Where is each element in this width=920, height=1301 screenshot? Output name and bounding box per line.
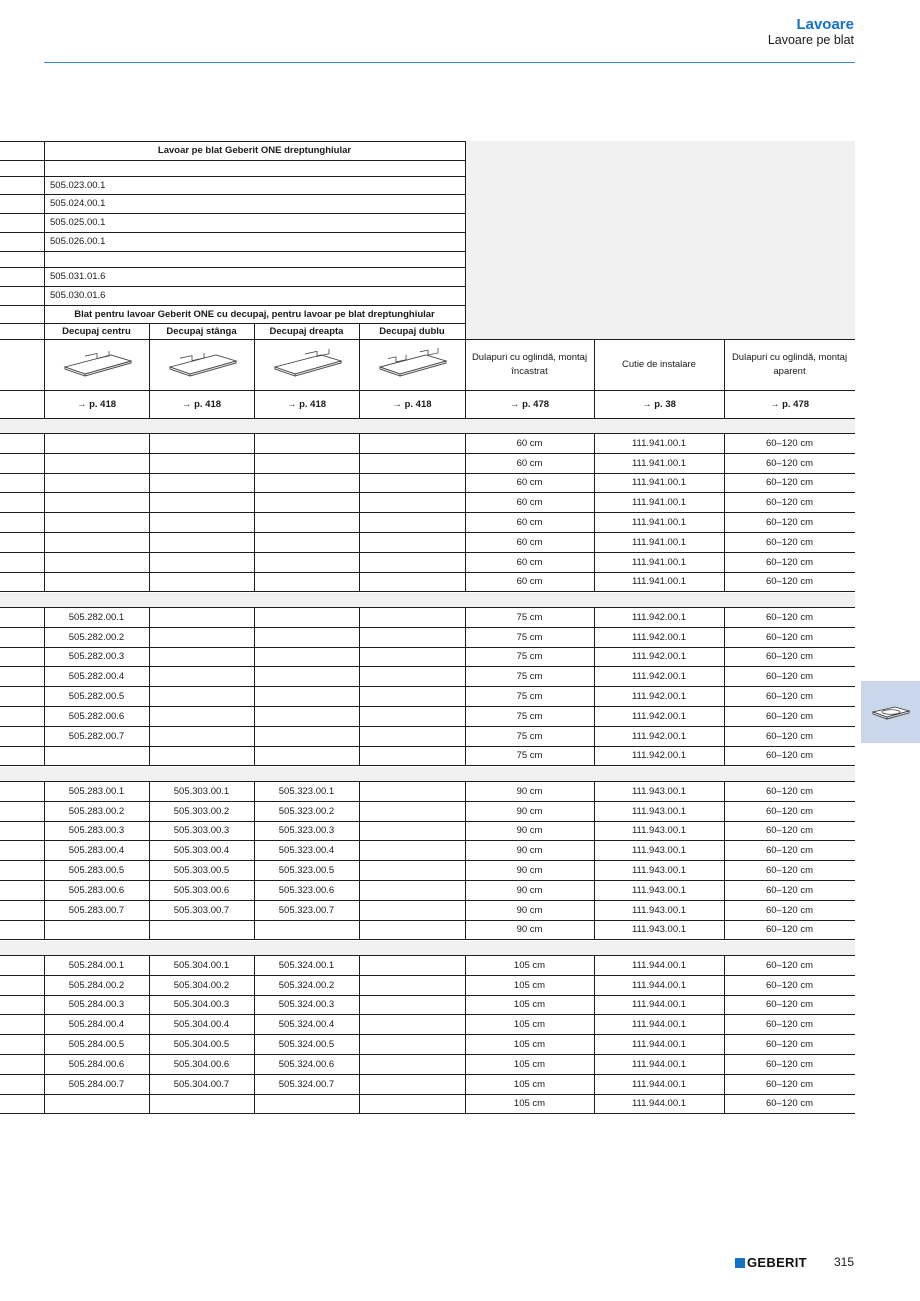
table-cell: 90 cm — [516, 785, 543, 797]
table-cell — [149, 920, 254, 939]
table-cell: 60–120 cm — [765, 999, 813, 1010]
table-cell: 111.943.00.1 — [631, 785, 687, 797]
table-cell — [254, 433, 359, 453]
table-cell: 111.943.00.1 — [631, 844, 687, 856]
countertop-right-cutout-icon — [254, 339, 359, 390]
logo-square-icon — [735, 1258, 745, 1268]
table-cell: 505.283.00.1 — [68, 785, 125, 797]
table-cell: 60 cm — [516, 556, 543, 568]
table-cell: 505.303.00.1 — [173, 785, 230, 797]
accessory-header: Dulapuri cu oglindă, montaj încastrat — [471, 352, 588, 377]
table-cell — [359, 686, 465, 706]
table-cell: 505.282.00.5 — [68, 690, 125, 702]
table-cell: 60–120 cm — [765, 730, 813, 742]
page-reference: → p. 418 — [286, 398, 327, 410]
table-cell: 111.941.00.1 — [631, 536, 687, 548]
table-cell: 90 cm — [516, 924, 543, 935]
table-cell — [254, 607, 359, 627]
section-band — [0, 593, 855, 607]
table-cell: 505.304.00.5 — [173, 1038, 230, 1050]
washbasin-article-number: 505.025.00.1 — [50, 217, 106, 228]
table-cell — [44, 532, 149, 552]
table-cell: 105 cm — [513, 999, 546, 1010]
table-cell: 505.284.00.5 — [68, 1038, 125, 1050]
table-cell: 505.284.00.1 — [68, 959, 125, 971]
table-cell: 90 cm — [516, 825, 543, 836]
table-cell: 505.283.00.3 — [68, 825, 125, 836]
table-cell: 505.303.00.3 — [173, 825, 230, 836]
table-cell: 60–120 cm — [765, 864, 813, 876]
table-cell: 111.943.00.1 — [631, 825, 687, 836]
table-cell: 111.944.00.1 — [631, 959, 687, 971]
table-cell — [44, 473, 149, 492]
table-cell: 111.942.00.1 — [631, 631, 687, 643]
table-cell: 505.282.00.7 — [68, 730, 125, 742]
table-cell: 111.941.00.1 — [631, 477, 687, 488]
table-cell: 60–120 cm — [765, 536, 813, 548]
table-cell — [254, 453, 359, 473]
table-cell — [44, 572, 149, 591]
table-cell — [44, 453, 149, 473]
table-cell — [254, 532, 359, 552]
page-reference: → p. 478 — [769, 398, 810, 410]
table-cell — [359, 975, 465, 995]
table-cell — [254, 666, 359, 686]
table-cell: 111.942.00.1 — [631, 710, 687, 722]
table-cell — [359, 920, 465, 939]
table-cell — [359, 781, 465, 801]
table-cell — [359, 1014, 465, 1034]
header-rule — [44, 62, 855, 63]
table-cell — [149, 473, 254, 492]
table-cell: 505.323.00.2 — [278, 805, 335, 817]
table-cell: 111.942.00.1 — [631, 730, 687, 742]
table-cell — [44, 512, 149, 532]
table-cell — [149, 746, 254, 765]
table-cell: 111.941.00.1 — [631, 496, 687, 508]
table-cell — [359, 880, 465, 900]
table-cell — [149, 726, 254, 746]
table-cell — [359, 1094, 465, 1113]
table-cell — [359, 1054, 465, 1074]
table-cell: 111.941.00.1 — [631, 457, 687, 469]
table-cell: 505.284.00.7 — [68, 1078, 125, 1090]
table-cell: 505.283.00.4 — [68, 844, 125, 856]
table-cell: 111.943.00.1 — [631, 805, 687, 817]
table-cell: 60–120 cm — [765, 884, 813, 896]
cutout-header: Decupaj dreapta — [269, 325, 344, 337]
washbasin-article-number: 505.030.01.6 — [50, 290, 106, 301]
table-cell: 505.282.00.1 — [68, 611, 125, 623]
table-title: Lavoar pe blat Geberit ONE dreptunghiular — [157, 145, 352, 156]
table-rule — [0, 251, 465, 252]
table-cell: 60–120 cm — [765, 785, 813, 797]
page-reference: → p. 418 — [76, 398, 117, 410]
page-reference: → p. 418 — [181, 398, 222, 410]
table-cell: 60 cm — [516, 576, 543, 587]
table-cell: 505.323.00.6 — [278, 884, 335, 896]
table-cell: 505.303.00.4 — [173, 844, 230, 856]
accessory-header: Cutie de instalare — [622, 358, 696, 370]
table-cell — [254, 512, 359, 532]
table-cell: 505.304.00.4 — [173, 1018, 230, 1030]
table-cell — [149, 532, 254, 552]
table-cell: 505.284.00.4 — [68, 1018, 125, 1030]
table-cell — [149, 492, 254, 512]
table-cell — [359, 512, 465, 532]
table-rule — [0, 160, 465, 161]
table-cell: 105 cm — [513, 979, 546, 991]
table-cell: 111.943.00.1 — [631, 864, 687, 876]
table-cell — [44, 1094, 149, 1113]
table-cell — [359, 647, 465, 666]
table-cell — [359, 801, 465, 821]
table-cell: 105 cm — [513, 1038, 546, 1050]
cutout-header: Decupaj stânga — [166, 325, 237, 337]
table-cell: 505.323.00.5 — [278, 864, 335, 876]
table-cell — [149, 607, 254, 627]
table-cell: 60–120 cm — [765, 805, 813, 817]
table-cell — [254, 920, 359, 939]
table-rule — [0, 591, 855, 592]
table-cell: 90 cm — [516, 884, 543, 896]
table-cell: 111.944.00.1 — [631, 999, 687, 1010]
table-cell — [254, 647, 359, 666]
table-cell: 60–120 cm — [765, 710, 813, 722]
table-cell: 111.941.00.1 — [631, 516, 687, 528]
table-cell: 505.282.00.3 — [68, 651, 125, 662]
page-reference: → p. 38 — [642, 398, 676, 410]
table-cell: 60–120 cm — [765, 437, 813, 449]
accessory-header: Dulapuri cu oglindă, montaj aparent — [731, 352, 848, 377]
table-cell — [254, 473, 359, 492]
table-cell: 60 cm — [516, 477, 543, 488]
washbasin-article-number: 505.031.01.6 — [50, 271, 106, 282]
table-cell: 75 cm — [516, 651, 543, 662]
table-cell — [44, 920, 149, 939]
section-band — [0, 941, 855, 955]
table-cell — [149, 453, 254, 473]
table-cell: 60 cm — [516, 457, 543, 469]
table-cell: 505.324.00.6 — [278, 1058, 335, 1070]
table-rule — [0, 1113, 855, 1114]
table-cell: 60–120 cm — [765, 825, 813, 836]
table-cell: 505.323.00.3 — [278, 825, 335, 836]
table-cell — [254, 552, 359, 572]
table-cell — [149, 666, 254, 686]
table-cell: 60–120 cm — [765, 904, 813, 916]
table-cell: 60 cm — [516, 496, 543, 508]
table-cell: 505.323.00.4 — [278, 844, 335, 856]
logo-text: GEBERIT — [747, 1255, 807, 1270]
table-rule — [0, 939, 855, 940]
table-cell: 505.282.00.4 — [68, 670, 125, 682]
table-cell: 90 cm — [516, 805, 543, 817]
table-cell: 111.942.00.1 — [631, 690, 687, 702]
table-cell: 505.323.00.1 — [278, 785, 335, 797]
table-cell — [149, 512, 254, 532]
table-cell — [359, 607, 465, 627]
table-cell — [359, 492, 465, 512]
table-cell — [359, 821, 465, 840]
table-cell — [359, 840, 465, 860]
table-cell: 111.944.00.1 — [631, 1058, 687, 1070]
table-cell: 60 cm — [516, 516, 543, 528]
table-cell: 60–120 cm — [765, 1098, 813, 1109]
table-cell: 111.942.00.1 — [631, 651, 687, 662]
table-cell — [254, 686, 359, 706]
table-cell: 60–120 cm — [765, 477, 813, 488]
table-cell — [359, 473, 465, 492]
table-cell — [254, 572, 359, 591]
table-cell — [254, 746, 359, 765]
table-cell: 105 cm — [513, 1058, 546, 1070]
table-cell: 60–120 cm — [765, 1058, 813, 1070]
table-cell: 505.283.00.6 — [68, 884, 125, 896]
table-cell — [359, 1074, 465, 1094]
countertop-double-cutout-icon — [359, 339, 465, 390]
table-cell — [359, 995, 465, 1014]
table-cell — [359, 572, 465, 591]
table-cell — [359, 746, 465, 765]
table-cell: 505.304.00.6 — [173, 1058, 230, 1070]
table-column-rule — [465, 141, 466, 418]
table-cell: 505.304.00.7 — [173, 1078, 230, 1090]
table-cell: 90 cm — [516, 904, 543, 916]
table-cell: 60–120 cm — [765, 457, 813, 469]
table-cell — [149, 686, 254, 706]
table-cell — [44, 492, 149, 512]
cutout-header: Decupaj dublu — [379, 325, 445, 337]
geberit-logo — [735, 1255, 807, 1270]
table-cell: 111.941.00.1 — [631, 437, 687, 449]
table-cell — [254, 492, 359, 512]
table-cell: 505.303.00.5 — [173, 864, 230, 876]
table-rule — [0, 765, 855, 766]
countertop-title: Blat pentru lavoar Geberit ONE cu decupaj, pentru lavoar pe blat dreptunghiular — [74, 308, 435, 320]
table-cell: 505.303.00.2 — [173, 805, 230, 817]
table-cell: 505.324.00.7 — [278, 1078, 335, 1090]
table-cell: 60–120 cm — [765, 576, 813, 587]
table-cell: 111.942.00.1 — [631, 750, 687, 761]
page-number: 315 — [833, 1255, 854, 1269]
table-cell: 505.324.00.4 — [278, 1018, 335, 1030]
table-cell: 60 cm — [516, 437, 543, 449]
table-cell: 75 cm — [516, 750, 543, 761]
table-cell: 60–120 cm — [765, 631, 813, 643]
table-cell: 60–120 cm — [765, 924, 813, 935]
section-band — [0, 767, 855, 781]
table-cell: 505.283.00.5 — [68, 864, 125, 876]
table-cell — [359, 433, 465, 453]
table-cell: 60 cm — [516, 536, 543, 548]
table-cell: 75 cm — [516, 670, 543, 682]
table-cell: 90 cm — [516, 844, 543, 856]
table-cell: 111.943.00.1 — [631, 904, 687, 916]
table-cell: 105 cm — [513, 1018, 546, 1030]
table-cell: 505.304.00.2 — [173, 979, 230, 991]
table-cell: 505.284.00.2 — [68, 979, 125, 991]
table-cell: 60–120 cm — [765, 556, 813, 568]
table-cell: 505.304.00.1 — [173, 959, 230, 971]
table-cell — [254, 1094, 359, 1113]
page-reference: → p. 478 — [509, 398, 550, 410]
table-cell: 105 cm — [513, 1098, 546, 1109]
table-cell: 111.941.00.1 — [631, 576, 687, 587]
table-cell: 75 cm — [516, 730, 543, 742]
table-cell: 111.944.00.1 — [631, 1098, 687, 1109]
table-cell: 505.284.00.6 — [68, 1058, 125, 1070]
header-gray-panel — [465, 141, 855, 339]
table-cell — [359, 532, 465, 552]
table-cell — [254, 627, 359, 647]
section-band — [0, 419, 855, 433]
table-cell: 75 cm — [516, 611, 543, 623]
page-title: Lavoare — [796, 16, 854, 33]
table-cell: 60–120 cm — [765, 690, 813, 702]
table-cell: 505.324.00.1 — [278, 959, 335, 971]
table-cell — [254, 726, 359, 746]
table-cell: 60–120 cm — [765, 1078, 813, 1090]
table-cell: 111.943.00.1 — [631, 884, 687, 896]
washbasin-article-number: 505.023.00.1 — [50, 179, 106, 191]
table-cell — [359, 900, 465, 920]
table-cell: 505.303.00.6 — [173, 884, 230, 896]
countertop-left-cutout-icon — [149, 339, 254, 390]
table-cell: 75 cm — [516, 631, 543, 643]
table-cell: 505.282.00.6 — [68, 710, 125, 722]
table-cell — [359, 1034, 465, 1054]
table-cell: 505.304.00.3 — [173, 999, 230, 1010]
table-cell: 111.942.00.1 — [631, 611, 687, 623]
washbasin-tab-icon — [861, 681, 920, 743]
table-cell: 111.941.00.1 — [631, 556, 687, 568]
table-cell — [149, 706, 254, 726]
table-cell: 111.942.00.1 — [631, 670, 687, 682]
cutout-header: Decupaj centru — [62, 325, 131, 337]
table-cell: 505.283.00.2 — [68, 805, 125, 817]
section-tab[interactable] — [861, 681, 920, 743]
table-cell — [254, 706, 359, 726]
table-cell: 505.324.00.2 — [278, 979, 335, 991]
table-cell: 60–120 cm — [765, 1038, 813, 1050]
table-cell: 105 cm — [513, 1078, 546, 1090]
table-cell: 505.323.00.7 — [278, 904, 335, 916]
table-cell: 505.283.00.7 — [68, 904, 125, 916]
table-cell — [359, 666, 465, 686]
table-cell — [359, 726, 465, 746]
table-cell: 60–120 cm — [765, 844, 813, 856]
page-subtitle: Lavoare pe blat — [767, 33, 854, 47]
table-cell: 75 cm — [516, 710, 543, 722]
table-cell — [359, 627, 465, 647]
table-cell: 60–120 cm — [765, 979, 813, 991]
table-cell — [359, 955, 465, 975]
table-cell: 111.944.00.1 — [631, 1078, 687, 1090]
table-cell: 90 cm — [516, 864, 543, 876]
table-cell: 60–120 cm — [765, 611, 813, 623]
table-cell — [149, 647, 254, 666]
table-cell — [149, 627, 254, 647]
table-cell — [359, 706, 465, 726]
table-cell: 505.303.00.7 — [173, 904, 230, 916]
table-cell — [149, 1094, 254, 1113]
table-cell: 60–120 cm — [765, 1018, 813, 1030]
table-cell: 505.282.00.2 — [68, 631, 125, 643]
table-cell: 60–120 cm — [765, 516, 813, 528]
table-cell — [44, 552, 149, 572]
table-cell — [359, 453, 465, 473]
table-cell: 111.944.00.1 — [631, 1018, 687, 1030]
table-cell: 111.944.00.1 — [631, 979, 687, 991]
table-cell — [149, 433, 254, 453]
page-reference: → p. 418 — [392, 398, 432, 410]
table-cell: 75 cm — [516, 690, 543, 702]
table-cell — [149, 572, 254, 591]
table-cell: 105 cm — [513, 959, 546, 971]
table-cell: 60–120 cm — [765, 959, 813, 971]
table-cell — [44, 746, 149, 765]
table-cell: 60–120 cm — [765, 670, 813, 682]
table-cell: 505.324.00.5 — [278, 1038, 335, 1050]
table-cell: 60–120 cm — [765, 651, 813, 662]
table-cell — [359, 860, 465, 880]
table-cell: 60–120 cm — [765, 496, 813, 508]
washbasin-article-number: 505.024.00.1 — [50, 198, 106, 209]
table-cell — [359, 552, 465, 572]
table-cell: 505.284.00.3 — [68, 999, 125, 1010]
table-cell: 505.324.00.3 — [278, 999, 335, 1010]
washbasin-article-number: 505.026.00.1 — [50, 236, 106, 247]
countertop-center-cutout-icon — [44, 339, 149, 390]
table-cell — [44, 433, 149, 453]
table-cell: 111.943.00.1 — [631, 924, 687, 935]
table-cell: 111.944.00.1 — [631, 1038, 687, 1050]
table-cell: 60–120 cm — [765, 750, 813, 761]
table-cell — [149, 552, 254, 572]
